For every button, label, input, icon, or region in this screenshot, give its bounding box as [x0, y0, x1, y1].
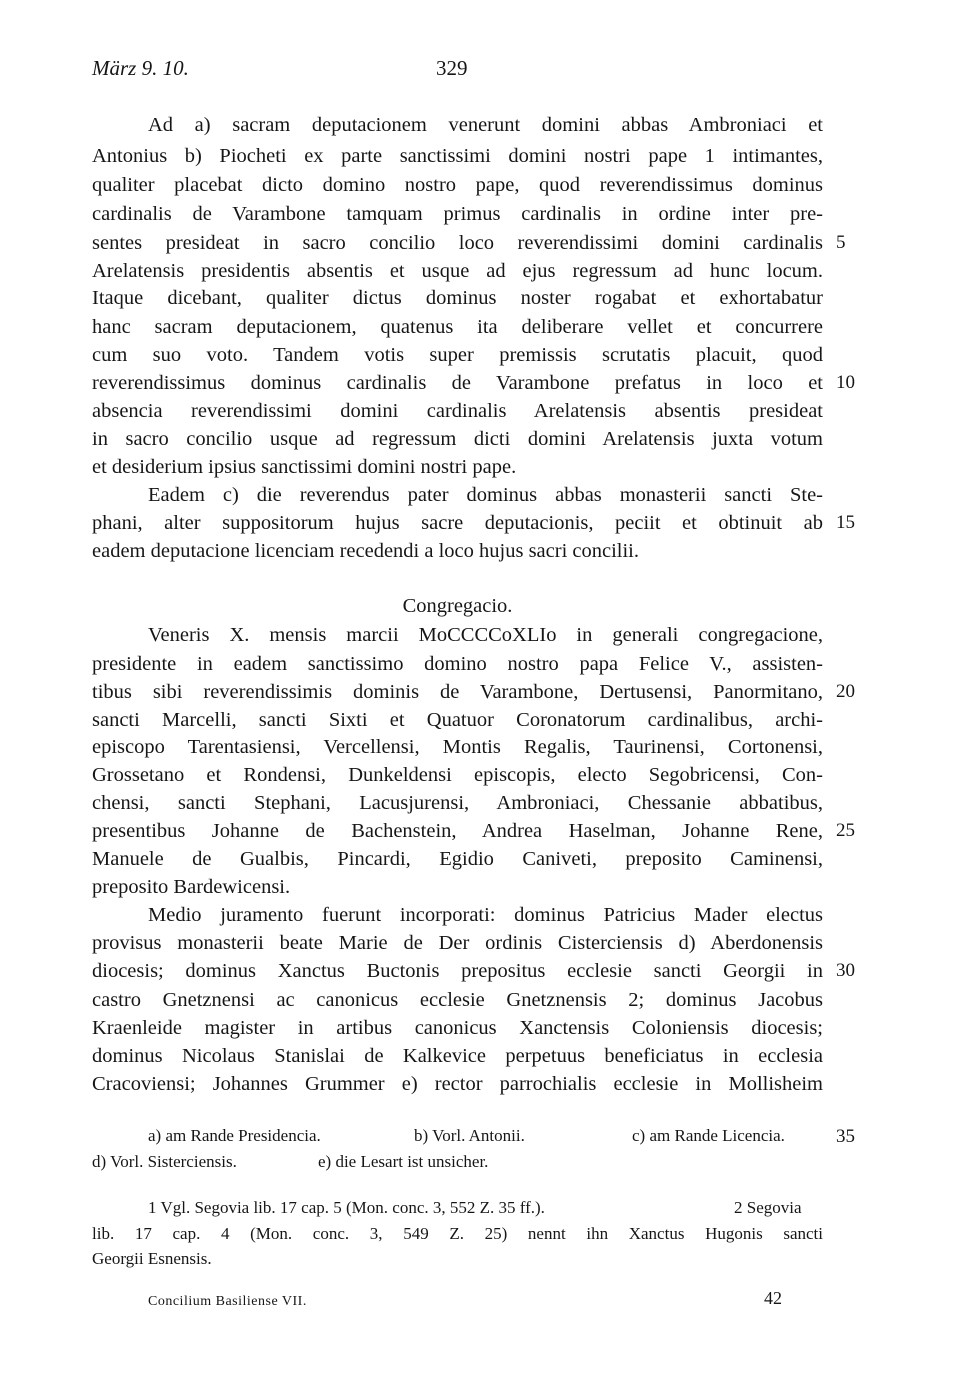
margin-line-number: 5	[836, 232, 846, 253]
text-line: dominus Nicolaus Stanislai de Kalkevice perpetuus beneficiatus in ecclesia	[92, 1045, 823, 1067]
text-line: diocesis; dominus Xanctus Buctonis prepositus ecclesie sancti Georgii in	[92, 960, 823, 982]
text-line: Medio juramento fuerunt incorporati: dominus Patricius Mader electus	[148, 904, 823, 926]
margin-line-number: 15	[836, 512, 855, 533]
margin-line-number: 20	[836, 681, 855, 702]
text-line: chensi, sancti Stephani, Lacusjurensi, Ambroniaci, Chessanie abbatibus,	[92, 792, 823, 814]
text-line: Ad a) sacram deputacionem venerunt domini abbas Ambroniaci et	[148, 114, 823, 136]
page-number: 329	[436, 56, 468, 80]
text-line: phani, alter suppositorum hujus sacre deputacionis, peciit et obtinuit ab	[92, 512, 823, 534]
source-note: 1 Vgl. Segovia lib. 17 cap. 5 (Mon. conc. 3, 552 Z. 35 ff.).	[148, 1198, 545, 1217]
text-line: et desiderium ipsius sanctissimi domini nostri pape.	[92, 456, 517, 478]
source-note: 2 Segovia	[734, 1198, 802, 1217]
text-line: preposito Bardewicensi.	[92, 876, 291, 898]
text-line: provisus monasterii beate Marie de Der ordinis Cisterciensis d) Aberdonensis	[92, 932, 823, 954]
text-line: sancti Marcelli, sancti Sixti et Quatuor Coronatorum cardinalibus, archi-	[92, 709, 823, 731]
text-line: absencia reverendissimi domini cardinalis Arelatensis absentis presideat	[92, 400, 823, 422]
text-line: reverendissimus dominus cardinalis de Varambone prefatus in loco et	[92, 372, 823, 394]
variant-note: b) Vorl. Antonii.	[414, 1126, 525, 1145]
printer-signature: Concilium Basiliense VII.	[148, 1294, 307, 1309]
margin-line-number: 25	[836, 820, 855, 841]
text-line: sentes presideat in sacro concilio loco reverendissimi domini cardinalis	[92, 232, 823, 254]
margin-line-number: 10	[836, 372, 855, 393]
text-line: Veneris X. mensis marcii MoCCCCoXLIo in generali congregacione,	[148, 624, 823, 646]
text-line: Eadem c) die reverendus pater dominus abbas monasterii sancti Ste-	[148, 484, 823, 506]
text-line: castro Gnetznensi ac canonicus ecclesie Gnetznensis 2; dominus Jacobus	[92, 989, 823, 1011]
text-line: Arelatensis presidentis absentis et usque ad ejus regressum ad hunc locum.	[92, 260, 823, 282]
margin-line-number: 30	[836, 960, 855, 981]
section-heading: Congregacio.	[402, 595, 513, 617]
text-line: in sacro concilio usque ad regressum dicti domini Arelatensis juxta votum	[92, 428, 823, 450]
text-line: Cracoviensi; Johannes Grummer e) rector parrochialis ecclesie in Mollisheim	[92, 1073, 823, 1095]
source-note-line: lib. 17 cap. 4 (Mon. conc. 3, 549 Z. 25) nennt ihn Xanctus Hugonis sancti	[92, 1224, 823, 1243]
text-line: hanc sacram deputacionem, quatenus ita deliberare vellet et concurrere	[92, 316, 823, 338]
running-head-date: März 9. 10.	[92, 56, 189, 80]
text-line: Itaque dicebant, qualiter dictus dominus noster rogabat et exhortabatur	[92, 287, 823, 309]
variant-note: a) am Rande Presidencia.	[148, 1126, 321, 1145]
text-line: Manuele de Gualbis, Pincardi, Egidio Caniveti, preposito Caminensi,	[92, 848, 823, 870]
text-line: tibus sibi reverendissimis dominis de Varambone, Dertusensi, Panormitano,	[92, 681, 823, 703]
text-line: presidente in eadem sanctissimo domino nostro papa Felice V., assisten-	[92, 653, 823, 675]
variant-note: c) am Rande Licencia.	[632, 1126, 785, 1145]
text-line: Kraenleide magister in artibus canonicus Xanctensis Coloniensis diocesis;	[92, 1017, 823, 1039]
text-line: qualiter placebat dicto domino nostro pape, quod reverendissimus dominus	[92, 174, 823, 196]
text-line: cum suo voto. Tandem votis super premissis scrutatis placuit, quod	[92, 344, 823, 366]
text-line: Antonius b) Piocheti ex parte sanctissimi domini nostri pape 1 intimantes,	[92, 145, 823, 167]
variant-note: e) die Lesart ist unsicher.	[318, 1152, 489, 1171]
sheet-number: 42	[764, 1288, 782, 1308]
text-line: eadem deputacione licenciam recedendi a loco hujus sacri concilii.	[92, 540, 639, 562]
margin-line-number: 35	[836, 1126, 855, 1147]
variant-note: d) Vorl. Sisterciensis.	[92, 1152, 237, 1171]
text-line: presentibus Johanne de Bachenstein, Andrea Haselman, Johanne Rene,	[92, 820, 823, 842]
source-note-line: Georgii Esnensis.	[92, 1249, 212, 1268]
text-line: episcopo Tarentasiensi, Vercellensi, Montis Regalis, Taurinensi, Cortonensi,	[92, 736, 823, 758]
text-line: cardinalis de Varambone tamquam primus cardinalis in ordine inter pre-	[92, 203, 823, 225]
text-line: Grossetano et Rondensi, Dunkeldensi episcopis, electo Segobricensi, Con-	[92, 764, 823, 786]
